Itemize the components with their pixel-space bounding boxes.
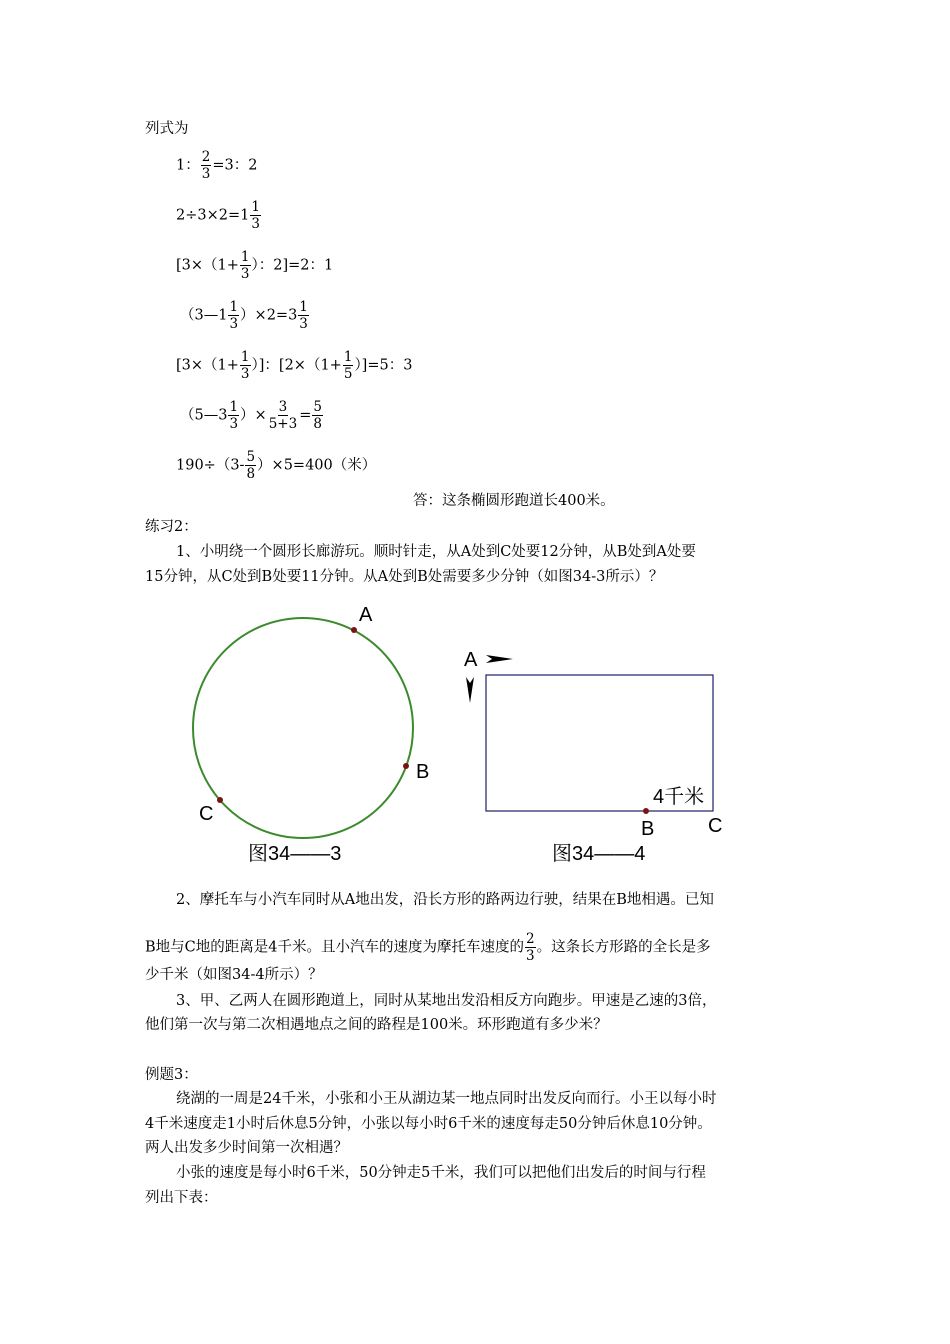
eq3-numerator: 1 — [240, 249, 250, 265]
eq5-fraction-2 — [343, 350, 354, 381]
eq1-part-b: =3：2 — [212, 157, 258, 174]
problem-2-line-2 — [145, 932, 711, 963]
eq1-part-a: 1： — [176, 157, 200, 174]
figure-34-3-caption: 图34——3 — [248, 843, 342, 865]
example-line-5: 列出下表： — [145, 1190, 218, 1206]
point-c-dot — [217, 797, 223, 803]
eq2-part-a: 2÷3×2=1 — [176, 207, 250, 224]
eq6-fraction-3 — [312, 400, 323, 431]
eq6-denominator-3: 8 — [313, 416, 322, 433]
eq5-denominator-1: 3 — [240, 366, 250, 383]
eq5-numerator-2: 1 — [343, 349, 353, 365]
point-b-dot-rect — [643, 808, 649, 814]
answer-line: 答：这条椭圆形跑道长400米。 — [413, 493, 615, 509]
eq6-numerator-1: 1 — [229, 399, 239, 415]
eq2-numerator: 1 — [251, 199, 260, 215]
distance-label: 4千米 — [653, 786, 705, 808]
eq6-denominator-1: 3 — [229, 416, 239, 433]
equation-5 — [176, 350, 412, 381]
point-c-label-rect: C — [708, 815, 723, 837]
equation-7 — [176, 450, 376, 481]
eq4-part-b: ）×2=3 — [240, 307, 298, 324]
heading: 列式为 — [145, 121, 189, 137]
point-a-dot — [351, 627, 357, 633]
eq7-part-b: ）×5=400（米） — [257, 457, 377, 474]
problem-1-line-2: 15分钟，从C处到B处要11分钟。从A处到B处需要多少分钟（如图34-3所示）？ — [145, 569, 664, 585]
eq3-denominator: 3 — [240, 266, 250, 283]
equation-3 — [176, 250, 333, 281]
eq5-part-c: ）]=5：3 — [354, 357, 413, 374]
point-b-label: B — [416, 761, 430, 783]
eq6-part-c: = — [299, 407, 312, 424]
eq5-denominator-2: 5 — [343, 366, 353, 383]
eq4-denominator-2: 3 — [299, 316, 308, 333]
p2-numerator: 2 — [525, 931, 535, 947]
eq4-fraction-2 — [298, 300, 309, 331]
problem-2-line-3: 少千米（如图34-4所示）？ — [145, 967, 323, 983]
eq3-part-b: ）：2]=2：1 — [251, 257, 334, 274]
eq4-numerator-1: 1 — [229, 299, 239, 315]
example-line-4: 小张的速度是每小时6千米，50分钟走5千米，我们可以把他们出发后的时间与行程 — [176, 1165, 706, 1181]
eq6-fraction-1 — [228, 400, 239, 431]
eq4-numerator-2: 1 — [299, 299, 308, 315]
eq7-fraction — [245, 450, 256, 481]
problem-2-line-1: 2、摩托车与小汽车同时从A地出发，沿长方形的路两边行驶，结果在B地相遇。已知 — [176, 892, 714, 908]
eq6-fraction-2 — [268, 400, 299, 431]
problem-2-line-2-b: 。这条长方形路的全长是多 — [536, 939, 711, 956]
point-b-label-rect: B — [641, 818, 655, 840]
eq6-part-a: （5—3 — [180, 407, 228, 424]
point-b-dot — [403, 763, 409, 769]
eq6-numerator-2: 3 — [278, 399, 288, 415]
eq5-part-a: [3×（1+ — [176, 357, 239, 374]
point-a-label: A — [359, 604, 373, 626]
eq4-part-a: （3—1 — [180, 307, 228, 324]
track-circle — [193, 618, 413, 838]
point-a-label-rect: A — [464, 649, 478, 671]
eq7-denominator: 8 — [246, 466, 256, 483]
eq5-part-b: ）]：[2×（1+ — [251, 357, 342, 374]
eq7-part-a: 190÷（3- — [176, 457, 245, 474]
eq3-part-a: [3×（1+ — [176, 257, 239, 274]
eq1-numerator: 2 — [201, 149, 211, 165]
eq1-fraction — [201, 150, 212, 181]
problem-3-line-1: 3、甲、乙两人在圆形跑道上，同时从某地出发沿相反方向跑步。甲速是乙速的3倍， — [176, 993, 717, 1009]
eq5-numerator-1: 1 — [240, 349, 250, 365]
eq4-fraction-1 — [228, 300, 239, 331]
figure-34-3 — [193, 604, 429, 865]
point-c-label: C — [199, 803, 214, 825]
eq1-denominator: 3 — [201, 166, 211, 183]
eq6-part-b: ）× — [240, 407, 267, 424]
example-line-1: 绕湖的一周是24千米，小张和小王从湖边某一地点同时出发反向而行。小王以每小时 — [176, 1091, 717, 1107]
equation-6 — [180, 400, 324, 431]
problem-1-line-1: 1、小明绕一个圆形长廊游玩。顺时针走，从A处到C处要12分钟，从B处到A处要 — [176, 544, 696, 560]
figure-34-4-caption: 图34——4 — [552, 843, 646, 865]
equation-4 — [180, 300, 310, 331]
eq5-fraction-1 — [240, 350, 251, 381]
eq2-denominator: 3 — [251, 216, 260, 233]
eq6-denominator-2: 5+3 — [268, 416, 298, 433]
figure-34-4 — [464, 649, 722, 865]
problem-3-line-2: 他们第一次与第二次相遇地点之间的路程是100米。环形跑道有多少米？ — [145, 1017, 608, 1033]
eq4-denominator-1: 3 — [229, 316, 239, 333]
equation-1 — [176, 150, 257, 181]
arrow-right-icon — [486, 655, 513, 663]
p2-fraction — [525, 932, 536, 963]
equation-2 — [176, 200, 262, 231]
eq7-numerator: 5 — [246, 449, 256, 465]
p2-denominator: 3 — [525, 948, 535, 965]
practice-title: 练习2： — [145, 519, 198, 535]
example-line-3: 两人出发多少时间第一次相遇？ — [145, 1140, 348, 1156]
figures — [0, 595, 950, 875]
eq2-fraction — [250, 200, 261, 231]
problem-2-line-2-a: B地与C地的距离是4千米。且小汽车的速度为摩托车速度的 — [145, 939, 524, 956]
example-line-2: 4千米速度走1小时后休息5分钟，小张以每小时6千米的速度每走50分钟后休息10分钟。 — [145, 1116, 712, 1132]
example-title: 例题3： — [145, 1067, 198, 1083]
eq6-numerator-3: 5 — [313, 399, 322, 415]
eq3-fraction — [240, 250, 251, 281]
arrow-down-icon — [466, 677, 474, 703]
